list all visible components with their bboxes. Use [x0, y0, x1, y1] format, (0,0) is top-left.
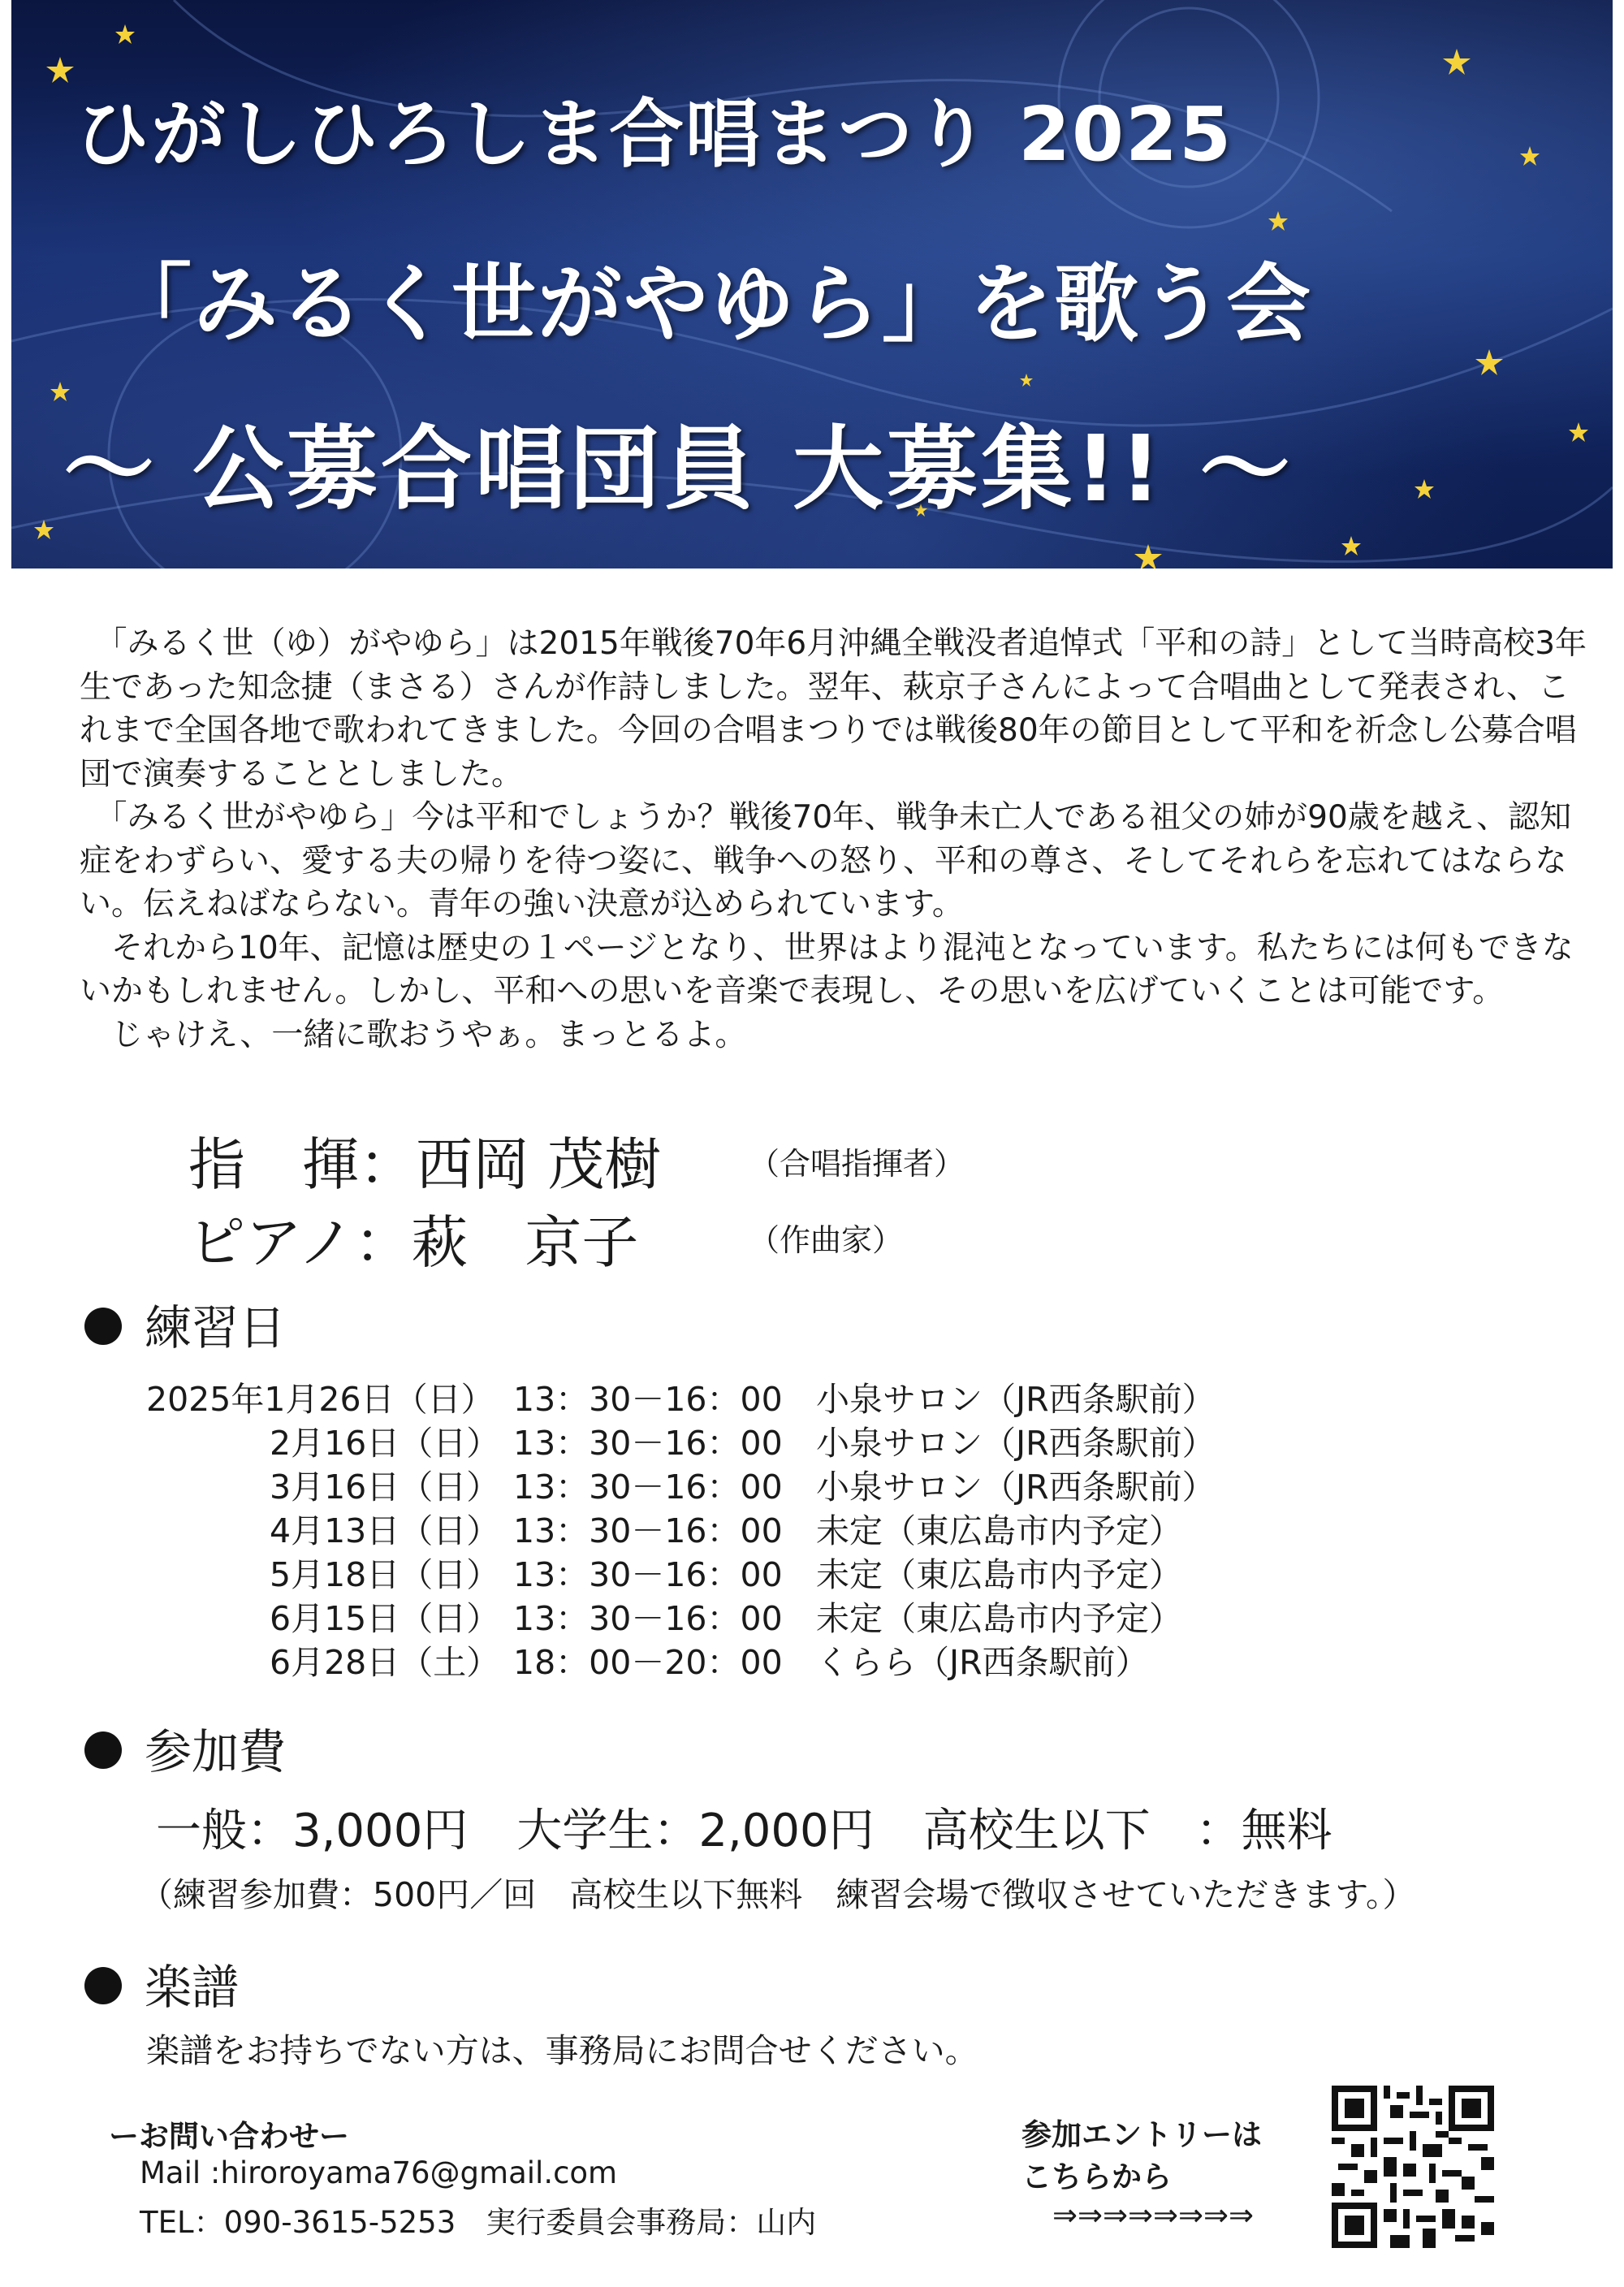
schedule-time: 13：30－16：00	[513, 1511, 783, 1550]
schedule-venue: 小泉サロン（JR西条駅前）	[816, 1468, 1216, 1507]
intro-paragraph: それから10年、記憶は歴史の１ページとなり、世界はより混沌となっています。私たちには何もできないかもしれません。しかし、平和への思いを音楽で表現し、その思いを広げていくことは可能です。	[80, 929, 1574, 1009]
conductor-name: 西岡 茂樹	[416, 1131, 662, 1198]
contact-heading: ーお問い合わせー	[109, 2119, 349, 2154]
fees-heading-label: 参加費	[145, 1724, 287, 1779]
intro-text	[80, 622, 1590, 1057]
schedule-date: 6月15日（日）	[270, 1599, 500, 1638]
contact-tel: TEL：090-3615-5253 実行委員会事務局：山内	[140, 2205, 817, 2240]
fee-highschool: 高校生以下 ：無料	[922, 1805, 1332, 1857]
event-subtitle: 「みるく世がやゆら」を歌う会	[107, 254, 1313, 353]
schedule-date: 2025年1月26日（日）	[146, 1380, 495, 1419]
schedule-time: 13：30－16：00	[513, 1555, 783, 1594]
score-note: 楽譜をお持ちでない方は、事務局にお問合せください。	[146, 2031, 978, 2070]
schedule-time: 13：30－16：00	[513, 1468, 783, 1507]
fee-list	[156, 1795, 1381, 1860]
schedule-time: 13：30－16：00	[513, 1599, 783, 1638]
fees-heading	[84, 1714, 286, 1782]
schedule-time: 18：00－20：00	[513, 1643, 783, 1682]
intro-paragraph: じゃけえ、一緒に歌おうやぁ。まっとるよ。	[80, 1016, 747, 1053]
fee-university: 大学生：2,000円	[516, 1805, 875, 1857]
pianist-name: 萩 京子	[411, 1209, 639, 1276]
recruitment-headline: ～ 公募合唱団員 大募集!! ～	[63, 417, 1294, 522]
conductor-line	[188, 1119, 661, 1201]
schedule-venue: 小泉サロン（JR西条駅前）	[816, 1424, 1216, 1463]
schedule-date: 3月16日（日）	[270, 1468, 500, 1507]
practice-heading	[84, 1290, 286, 1358]
bullet-icon	[84, 1308, 122, 1345]
schedule-venue: 未定（東広島市内予定）	[816, 1511, 1182, 1550]
score-heading	[84, 1949, 239, 2017]
schedule-date: 2月16日（日）	[270, 1424, 500, 1463]
schedule-venue: 未定（東広島市内予定）	[816, 1599, 1182, 1638]
schedule-venue: くらら（JR西条駅前）	[816, 1643, 1149, 1682]
contact-mail[interactable]: Mail :hiroroyama76@gmail.com	[140, 2155, 618, 2190]
schedule-venue: 小泉サロン（JR西条駅前）	[816, 1380, 1216, 1419]
bullet-icon	[84, 1731, 122, 1769]
fee-general: 一般：3,000円	[156, 1805, 469, 1857]
intro-paragraph: 「みるく世がやゆら」今は平和でしょうか？戦後70年、戦争未亡人である祖父の姉が90歳を越え、認知症をわずらい、愛する夫の帰りを待つ姿に、戦争への怒り、平和の尊さ、そしてそれらを忘れてはならない。伝えねばならない。青年の強い決意が込められています。	[80, 799, 1572, 923]
entry-label-2: こちらから	[1021, 2159, 1172, 2194]
qr-code[interactable]	[1332, 2086, 1494, 2248]
bullet-icon	[84, 1967, 122, 2004]
pianist-role: ピアノ：	[188, 1209, 412, 1276]
pianist-line	[188, 1197, 638, 1279]
conductor-role: 指 揮：	[188, 1131, 416, 1198]
header-banner	[11, 0, 1613, 569]
conductor-note: （合唱指揮者）	[749, 1146, 965, 1182]
schedule-date: 5月18日（日）	[270, 1555, 500, 1594]
schedule-venue: 未定（東広島市内予定）	[816, 1555, 1182, 1594]
entry-arrows: ⇒⇒⇒⇒⇒⇒⇒⇒	[1052, 2198, 1255, 2233]
schedule-time: 13：30－16：00	[513, 1380, 783, 1419]
event-title: ひがしひろしま合唱まつり 2025	[75, 91, 1233, 178]
schedule-time: 13：30－16：00	[513, 1424, 783, 1463]
score-heading-label: 楽譜	[145, 1960, 240, 2015]
practice-heading-label: 練習日	[145, 1300, 287, 1355]
pianist-note: （作曲家）	[749, 1222, 904, 1258]
schedule-date: 6月28日（土）	[270, 1643, 500, 1682]
schedule-date: 4月13日（日）	[270, 1511, 500, 1550]
intro-paragraph: 「みるく世（ゆ）がやゆら」は2015年戦後70年6月沖縄全戦没者追悼式「平和の詩」として当時高校3年生であった知念捷（まさる）さんが作詩しました。翌年、萩京子さんによって合唱曲として発表され、これまで全国各地で歌われてきました。今回の合唱まつりでは戦後80年の節目として平和を祈念し公募合唱団で演奏することとしました。	[80, 625, 1587, 793]
entry-label: 参加エントリーは	[1021, 2117, 1262, 2152]
fee-note: （練習参加費：500円／回 高校生以下無料 練習会場で徴収させていただきます。）	[140, 1875, 1416, 1914]
